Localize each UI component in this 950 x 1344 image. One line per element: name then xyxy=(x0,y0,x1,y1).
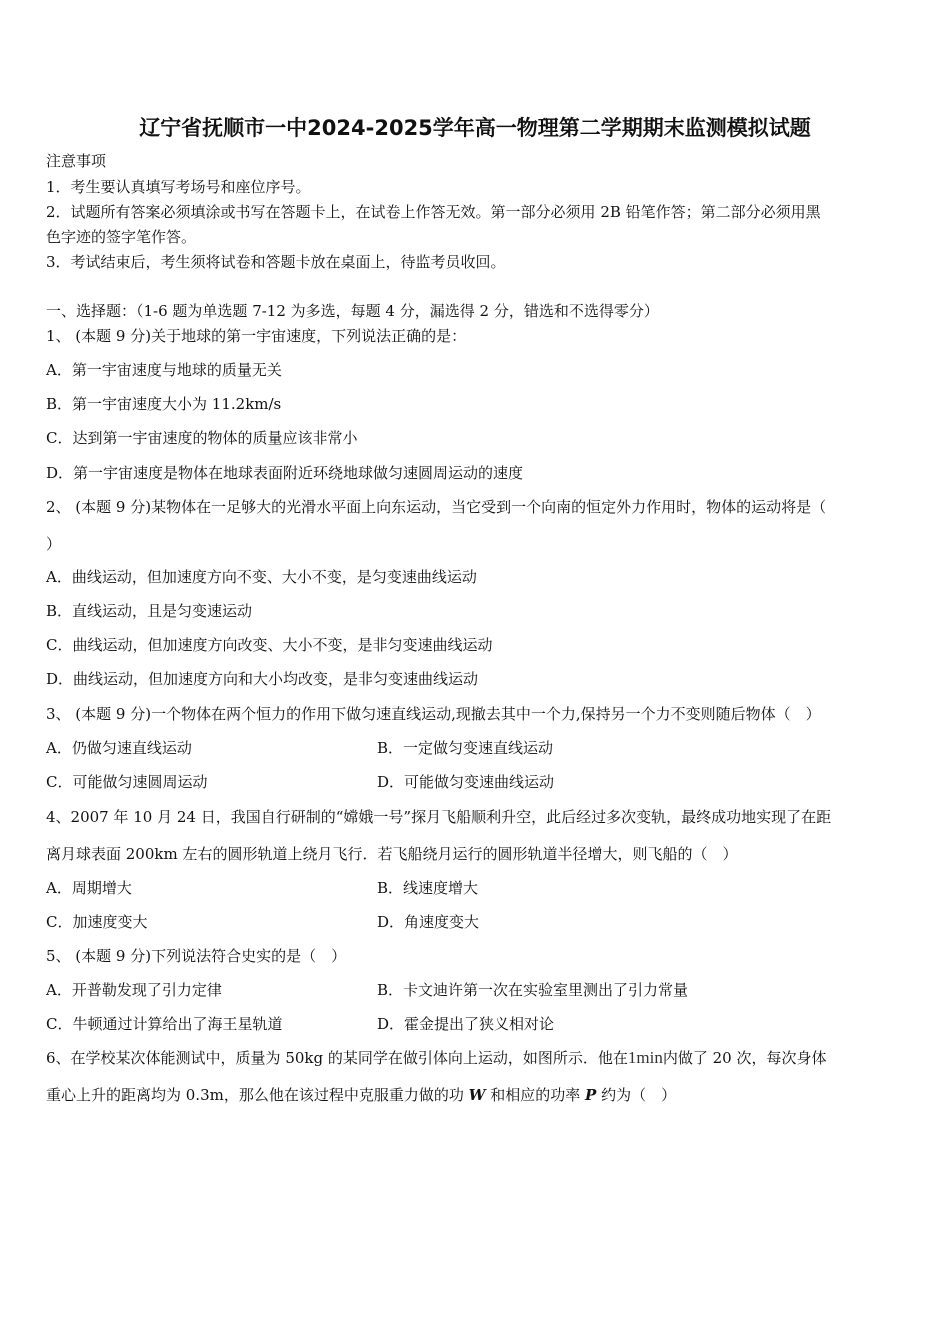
question-3-option-c: C．可能做匀速圆周运动 xyxy=(46,773,208,791)
question-2-option-a: A．曲线运动，但加速度方向不变、大小不变，是匀变速曲线运动 xyxy=(46,568,477,586)
question-5-option-b: B．卡文迪许第一次在实验室里测出了引力常量 xyxy=(377,981,689,999)
page-title: 辽宁省抚顺市一中2024-2025学年高一物理第二学期期末监测模拟试题 xyxy=(139,116,811,140)
question-4-option-d: D．角速度变大 xyxy=(377,913,480,931)
symbol-p: P xyxy=(585,1086,597,1104)
question-2-option-c: C．曲线运动，但加速度方向改变、大小不变，是非匀变速曲线运动 xyxy=(46,636,493,654)
question-6-stem-part: 6、在学校某次体能测试中，质量为 50kg 的某同学在做引体向上运动，如图所示．他在 xyxy=(46,1049,628,1067)
question-5-option-a: A．开普勒发现了引力定律 xyxy=(46,981,222,999)
question-4-option-c: C．加速度变大 xyxy=(46,913,148,931)
question-4-stem: 4、2007 年 10 月 24 日，我国自行研制的“嫦娥一号”探月飞船顺利升空，此后经过多次变轨，最终成功地实现了在距 xyxy=(46,808,832,826)
question-3-option-b: B．一定做匀变速直线运动 xyxy=(377,739,554,757)
question-2-stem: 2、 (本题 9 分)某物体在一足够大的光滑水平面上向东运动，当它受到一个向南的恒定外力作用时，物体的运动将是（ xyxy=(46,498,827,516)
question-4-option-b: B．线速度增大 xyxy=(377,879,479,897)
notice-item: 2．试题所有答案必须填涂或书写在答题卡上，在试卷上作答无效。第一部分必须用 2B 铅笔作答；第二部分必须用黑 xyxy=(46,203,821,221)
question-6-stem-cont xyxy=(46,1085,676,1105)
question-1-option-a: A．第一宇宙速度与地球的质量无关 xyxy=(46,361,282,379)
question-1-option-b: B．第一宇宙速度大小为 11.2km/s xyxy=(46,395,282,413)
question-6-stem-part: 约为（ ） xyxy=(596,1086,677,1104)
question-2-option-d: D．曲线运动，但加速度方向和大小均改变，是非匀变速曲线运动 xyxy=(46,670,479,688)
time-unit: 1min xyxy=(627,1048,663,1067)
notice-item: 3．考试结束后，考生须将试卷和答题卡放在桌面上，待监考员收回。 xyxy=(46,253,506,271)
question-3-option-d: D．可能做匀变速曲线运动 xyxy=(377,773,555,791)
question-1-option-d: D．第一宇宙速度是物体在地球表面附近环绕地球做匀速圆周运动的速度 xyxy=(46,464,524,482)
question-5-stem: 5、 (本题 9 分)下列说法符合史实的是（ ） xyxy=(46,947,347,965)
section-heading: 一、选择题：（1-6 题为单选题 7-12 为多选，每题 4 分，漏选得 2 分，错选和不选得零分） xyxy=(46,302,659,320)
question-5-option-d: D．霍金提出了狭义相对论 xyxy=(377,1015,555,1033)
question-6-stem-part: 重心上升的距离均为 0.3m，那么他在该过程中克服重力做的功 xyxy=(46,1086,469,1104)
question-4-option-a: A．周期增大 xyxy=(46,879,132,897)
notice-item: 色字迹的签字笔作答。 xyxy=(46,228,197,246)
question-5-option-c: C．牛顿通过计算给出了海王星轨道 xyxy=(46,1015,283,1033)
question-3-option-a: A．仍做匀速直线运动 xyxy=(46,739,192,757)
question-6-stem-part: 和相应的功率 xyxy=(485,1086,586,1104)
question-2-stem-end: ） xyxy=(46,535,62,553)
question-3-stem: 3、 (本题 9 分)一个物体在两个恒力的作用下做匀速直线运动,现撤去其中一个力,保持另一个力不变则随后物体（ ） xyxy=(46,705,821,723)
question-1-option-c: C．达到第一宇宙速度的物体的质量应该非常小 xyxy=(46,429,358,447)
symbol-w: W xyxy=(468,1086,486,1104)
question-2-option-b: B．直线运动，且是匀变速运动 xyxy=(46,602,253,620)
question-4-stem-cont: 离月球表面 200km 左右的圆形轨道上绕月飞行．若飞船绕月运行的圆形轨道半径增大，则飞船的（ ） xyxy=(46,845,738,863)
question-6-stem-part: 内做了 20 次，每次身体 xyxy=(662,1049,827,1067)
notice-item: 1．考生要认真填写考场号和座位序号。 xyxy=(46,178,311,196)
question-1-stem: 1、 (本题 9 分)关于地球的第一宇宙速度，下列说法正确的是： xyxy=(46,327,467,345)
question-6-stem xyxy=(46,1048,826,1068)
notice-heading: 注意事项 xyxy=(46,152,107,170)
